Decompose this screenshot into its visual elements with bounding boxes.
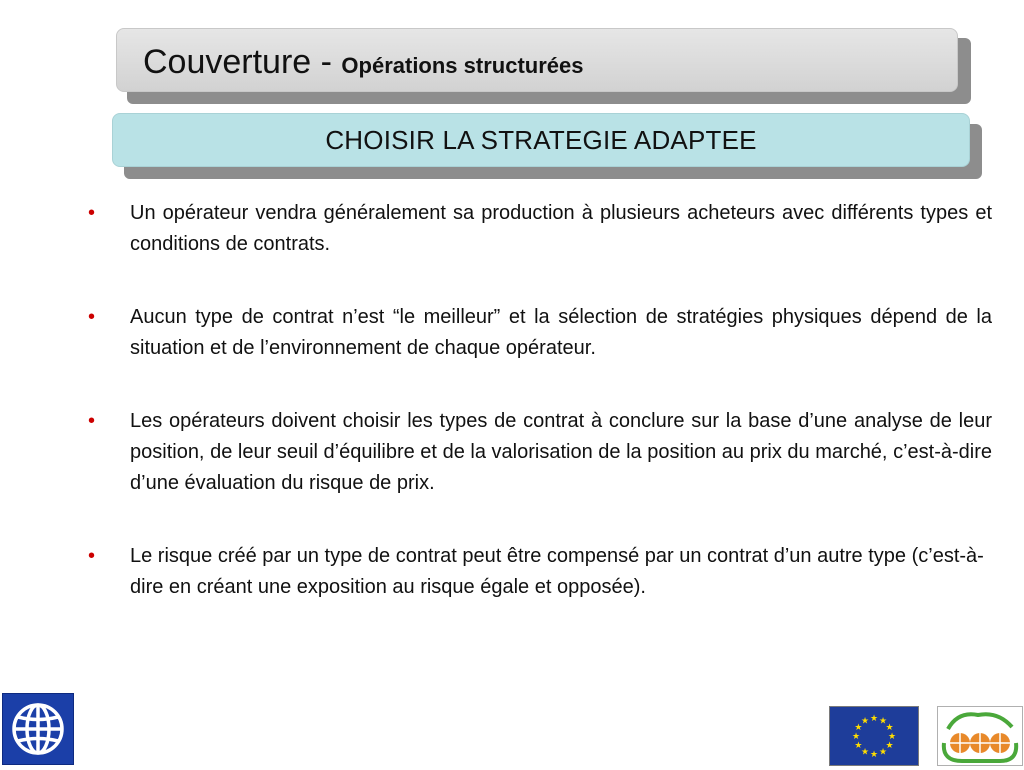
eu-star-icon: ★ bbox=[878, 746, 888, 757]
bullet-icon: • bbox=[88, 545, 96, 567]
slide-title-main: Couverture - bbox=[143, 43, 342, 81]
bullet-icon: • bbox=[88, 202, 96, 224]
eu-flag-icon bbox=[829, 706, 919, 766]
eu-star-icon: ★ bbox=[869, 749, 879, 759]
bullet-item bbox=[88, 198, 992, 260]
bullet-icon: • bbox=[88, 410, 96, 432]
bullet-item bbox=[88, 541, 992, 603]
title-bar bbox=[116, 28, 958, 92]
world-bank-globe-icon bbox=[2, 693, 74, 765]
bullet-item bbox=[88, 406, 992, 499]
eu-star-icon: ★ bbox=[869, 713, 879, 723]
eu-star-icon: ★ bbox=[860, 746, 870, 757]
eu-star-icon: ★ bbox=[854, 722, 863, 732]
eu-star-icon: ★ bbox=[878, 715, 888, 726]
bullet-text: Un opérateur vendra généralement sa production à plusieurs acheteurs avec différents types et conditions de contrats. bbox=[130, 202, 992, 255]
subtitle-bar bbox=[112, 113, 970, 167]
slide-title-sub: Opérations structurées bbox=[341, 53, 584, 78]
bullet-text: Les opérateurs doivent choisir les types de contrat à conclure sur la base d’une analyse de leur position, de leur seuil d’équilibre et de la valorisation de la position au prix du marché, c’est-à-dire d’une évaluation du risque de prix. bbox=[130, 410, 992, 494]
eu-star-icon: ★ bbox=[851, 731, 861, 741]
bullet-list bbox=[88, 198, 992, 645]
slide-title bbox=[143, 43, 583, 82]
slide-subtitle: CHOISIR LA STRATEGIE ADAPTEE bbox=[325, 124, 757, 155]
bullet-icon: • bbox=[88, 306, 96, 328]
eu-star-icon: ★ bbox=[860, 715, 870, 726]
eu-star-icon: ★ bbox=[885, 722, 894, 732]
bullet-text: Aucun type de contrat n’est “le meilleur” et la sélection de stratégies physiques dépend de la situation et de l’environnement de chaque opérateur. bbox=[130, 306, 992, 359]
bullet-text: Le risque créé par un type de contrat peut être compensé par un contrat d’un autre type (c’est-à-dire en créant une exposition au risque égale et opposée). bbox=[130, 545, 984, 598]
bullet-item bbox=[88, 302, 992, 364]
eu-star-icon: ★ bbox=[885, 740, 894, 750]
acp-logo-icon bbox=[937, 706, 1023, 766]
eu-star-icon: ★ bbox=[854, 740, 863, 750]
eu-star-icon: ★ bbox=[887, 731, 897, 741]
